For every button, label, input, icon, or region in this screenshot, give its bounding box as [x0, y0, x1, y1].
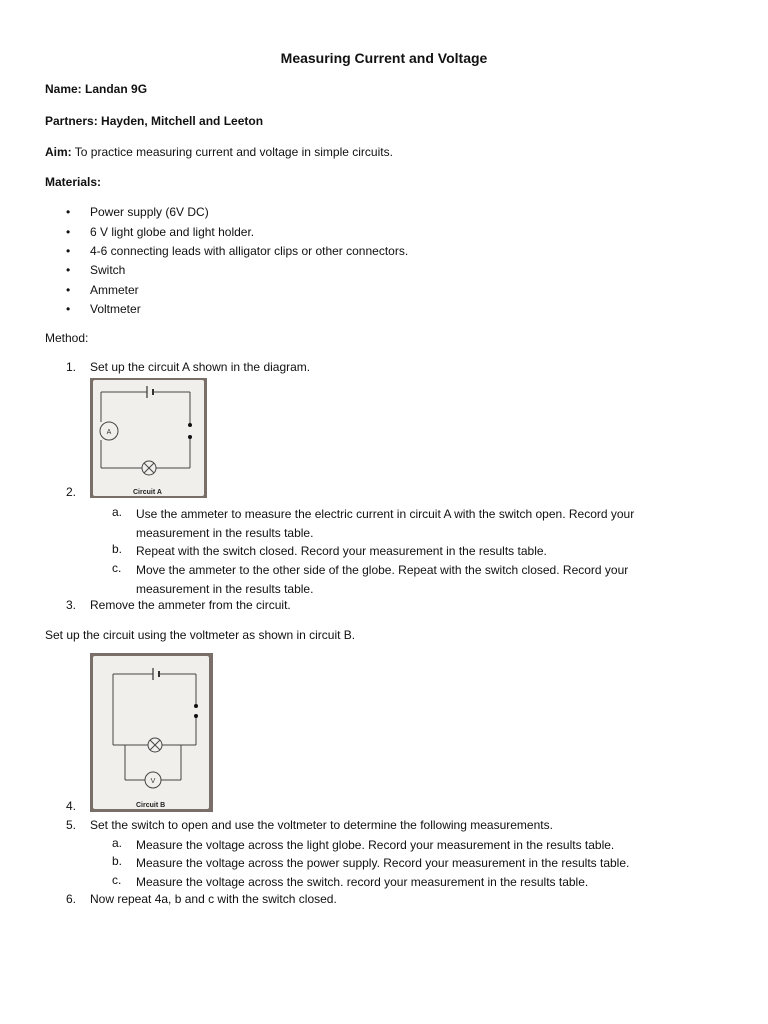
substep-letter: b.: [112, 854, 123, 868]
student-name: Name: Landan 9G: [45, 82, 148, 96]
circuit-a-caption: Circuit A: [133, 489, 162, 496]
substep-letter: a.: [112, 836, 123, 850]
list-item: 4-6 connecting leads with alligator clips or other connectors.: [90, 244, 409, 258]
bullet-icon: •: [66, 205, 71, 219]
step-1-text: Set up the circuit A shown in the diagram.: [90, 360, 311, 374]
circuit-a-diagram: [93, 380, 204, 496]
step-6-text: Now repeat 4a, b and c with the switch closed.: [90, 892, 337, 906]
setup-circuit-b-line: Set up the circuit using the voltmeter as shown in circuit B.: [45, 628, 356, 642]
partners-line: Partners: Hayden, Mitchell and Leeton: [45, 114, 264, 128]
step-number: 5.: [66, 818, 77, 832]
step-5a-text: Measure the voltage across the light globe. Record your measurement in the results table.: [136, 838, 615, 852]
list-item: Switch: [90, 263, 126, 277]
step-5b-text: Measure the voltage across the power supply. Record your measurement in the results table.: [136, 856, 630, 870]
list-item: Power supply (6V DC): [90, 205, 209, 219]
bullet-icon: •: [66, 283, 71, 297]
circuit-b-card: [93, 656, 209, 809]
step-number: 1.: [66, 360, 77, 374]
switch-icon: [194, 704, 198, 708]
list-item: Voltmeter: [90, 302, 141, 316]
bullet-icon: •: [66, 225, 71, 239]
step-2a-text: Use the ammeter to measure the electric current in circuit A with the switch open. Record your measurement in the results table.: [136, 507, 635, 540]
method-heading: Method:: [45, 331, 89, 345]
step-3-text: Remove the ammeter from the circuit.: [90, 598, 291, 612]
circuit-a-card: [93, 380, 204, 496]
circuit-b-caption: Circuit B: [136, 802, 166, 809]
step-5-text: Set the switch to open and use the voltmeter to determine the following measurements.: [90, 818, 553, 832]
step-2c-text: Move the ammeter to the other side of the globe. Repeat with the switch closed. Record your measurement in the results table.: [136, 563, 629, 596]
substep-letter: c.: [112, 873, 122, 887]
ammeter-symbol: A: [106, 429, 112, 436]
list-item: Ammeter: [90, 283, 139, 297]
bullet-icon: •: [66, 302, 71, 316]
aim-line: [45, 145, 393, 159]
substep-letter: a.: [112, 505, 123, 519]
aim-text: To practice measuring current and voltage in simple circuits.: [71, 145, 393, 159]
switch-icon: [188, 423, 192, 427]
step-number: 4.: [66, 799, 77, 813]
circuit-b-photo: [90, 653, 213, 812]
step-number: 3.: [66, 598, 77, 612]
step-2b-text: Repeat with the switch closed. Record your measurement in the results table.: [136, 544, 547, 558]
step-number: 6.: [66, 892, 77, 906]
step-number: 2.: [66, 485, 77, 499]
step-5c-text: Measure the voltage across the switch. record your measurement in the results table.: [136, 875, 589, 889]
materials-heading: Materials:: [45, 175, 102, 189]
voltmeter-symbol: V: [150, 778, 156, 785]
list-item: 6 V light globe and light holder.: [90, 225, 255, 239]
bullet-icon: •: [66, 244, 71, 258]
circuit-b-diagram: [93, 656, 209, 809]
document-title: Measuring Current and Voltage: [280, 50, 488, 66]
circuit-a-photo: [90, 378, 207, 498]
bullet-icon: •: [66, 263, 71, 277]
substep-letter: b.: [112, 542, 123, 556]
substep-letter: c.: [112, 561, 122, 575]
aim-label: Aim:: [45, 145, 72, 159]
